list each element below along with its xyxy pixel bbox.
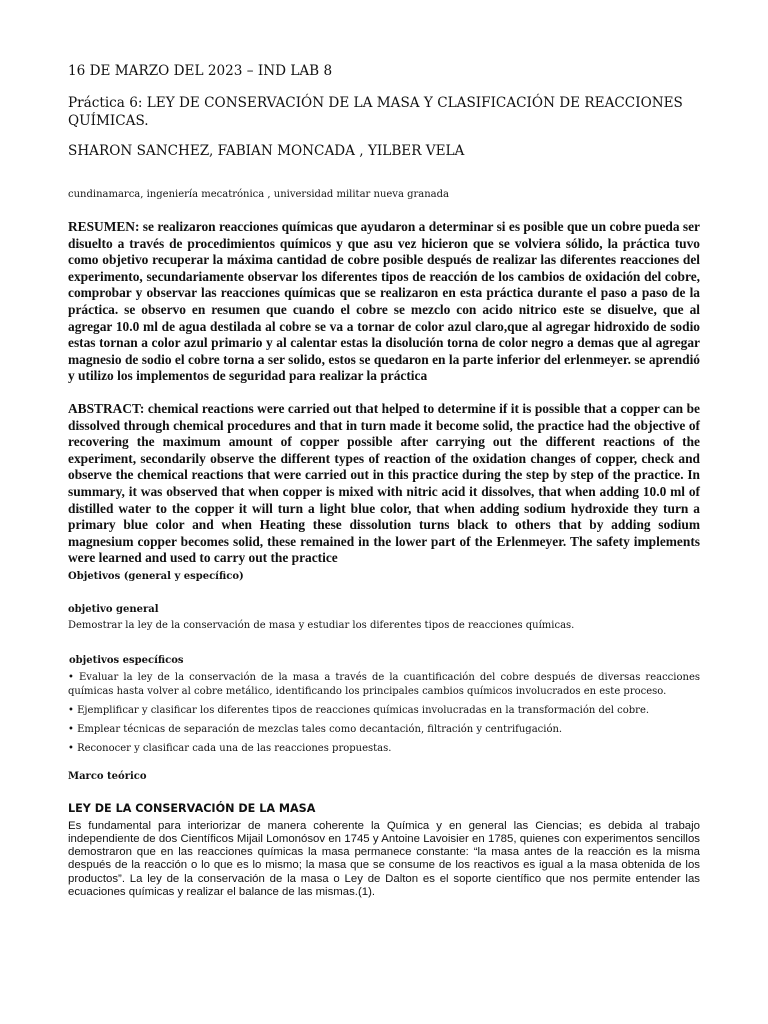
- authors: SHARON SANCHEZ, FABIAN MONCADA , YILBER VELA: [68, 143, 465, 159]
- law-paragraph: Es fundamental para interiorizar de manera coherente la Química y en general las Ciencias; es debida al trabajo independiente de dos Científicos Mijail Lomonósov en 1745 y Antoine Lavoisier en 1785, quienes con experimentos sencillos demostraron que en las reacciones químicas la masa permanece constante: “la masa antes de la reacción es la misma después de la reacción o lo que es lo mismo; la masa que se consume de los reactivos es igual a la masa obtenida de los productos”. La ley de la conservación de la masa o Ley de Dalton es el soporte científico que nos permite entender las ecuaciones químicas y realizar el balance de las mismas.(1).: [68, 819, 700, 898]
- objetivos-especificos-heading: objetivos específicos: [69, 654, 184, 666]
- objetivos-especificos-list: [68, 671, 700, 756]
- practice-title: Práctica 6: LEY DE CONSERVACIÓN DE LA MASA Y CLASIFICACIÓN DE REACCIONES QUÍMICAS.: [68, 95, 683, 129]
- date-line: 16 DE MARZO DEL 2023 – IND LAB 8: [68, 63, 333, 79]
- resumen-paragraph: RESUMEN: se realizaron reacciones químicas que ayudaron a determinar si es posible que un cobre pueda ser disuelto a través de procedimientos químicos y que asu vez hicieron que se volviera sólido, la práctica tuvo como objetivo recuperar la máxima cantidad de cobre posible después de realizar las diferentes reacciones del experimento, secundariamente observar los diferentes tipos de reacción de los cambios de oxidación del cobre, comprobar y observar las reacciones químicas que se realizaron en esta práctica durante el paso a paso de la práctica. se observo en resumen que cuando el cobre se mezclo con acido nitrico este se disuelve, que al agregar 10.0 ml de agua destilada al cobre se va a tornar de color azul claro,que al agregar hidroxido de sodio estas tornan a color azul primario y al calentar estas la disolución torna de color negro a demas que al agregar magnesio de sodio el cobre torna a ser solido, estos se quedaron en la parte inferior del erlenmeyer. se aprendió y utilizo los implementos de seguridad para realizar la práctica: [68, 219, 700, 384]
- abstract-paragraph: ABSTRACT: chemical reactions were carried out that helped to determine if it is possible that a copper can be dissolved through chemical procedures and that in turn made it become solid, the practice had the objective of recovering the maximum amount of copper possible after carrying out the different reactions of the experiment, secondarily observe the different types of reaction of the oxidation changes of copper, check and observe the chemical reactions that were carried out in this practice during the step by step of the practice. In summary, it was observed that when copper is mixed with nitric acid it dissolves, that when adding 10.0 ml of distilled water to the copper it will turn a light blue color, that when adding sodium hydroxide they turn a primary blue color and when Heating these dissolution turns black to others that by adding sodium magnesium copper becomes solid, these remained in the lower part of the Erlenmeyer. The safety implements were learned and used to carry out the practice: [68, 400, 700, 566]
- list-item: • Ejemplificar y clasificar los diferentes tipos de reacciones químicas involucradas en la transformación del cobre.: [68, 704, 650, 716]
- objetivos-heading: Objetivos (general y específico): [68, 570, 244, 582]
- list-item: • Reconocer y clasificar cada una de las reacciones propuestas.: [68, 742, 392, 754]
- objetivo-general-text: Demostrar la ley de la conservación de masa y estudiar los diferentes tipos de reacciones químicas.: [68, 619, 575, 631]
- objetivo-general-heading: objetivo general: [68, 603, 159, 615]
- document-page: [68, 62, 700, 899]
- law-heading: LEY DE LA CONSERVACIÓN DE LA MASA: [68, 801, 316, 815]
- list-item: • Emplear técnicas de separación de mezclas tales como decantación, filtración y centrifugación.: [68, 723, 563, 735]
- affiliation: cundinamarca, ingeniería mecatrónica , universidad militar nueva granada: [68, 189, 449, 200]
- list-item: • Evaluar la ley de la conservación de la masa a través de la cuantificación del cobre después de diversas reacciones químicas hasta volver al cobre metálico, identificando los principales cambios químicos involucrados en este proceso.: [68, 671, 700, 697]
- marco-teorico-heading: Marco teórico: [68, 770, 147, 782]
